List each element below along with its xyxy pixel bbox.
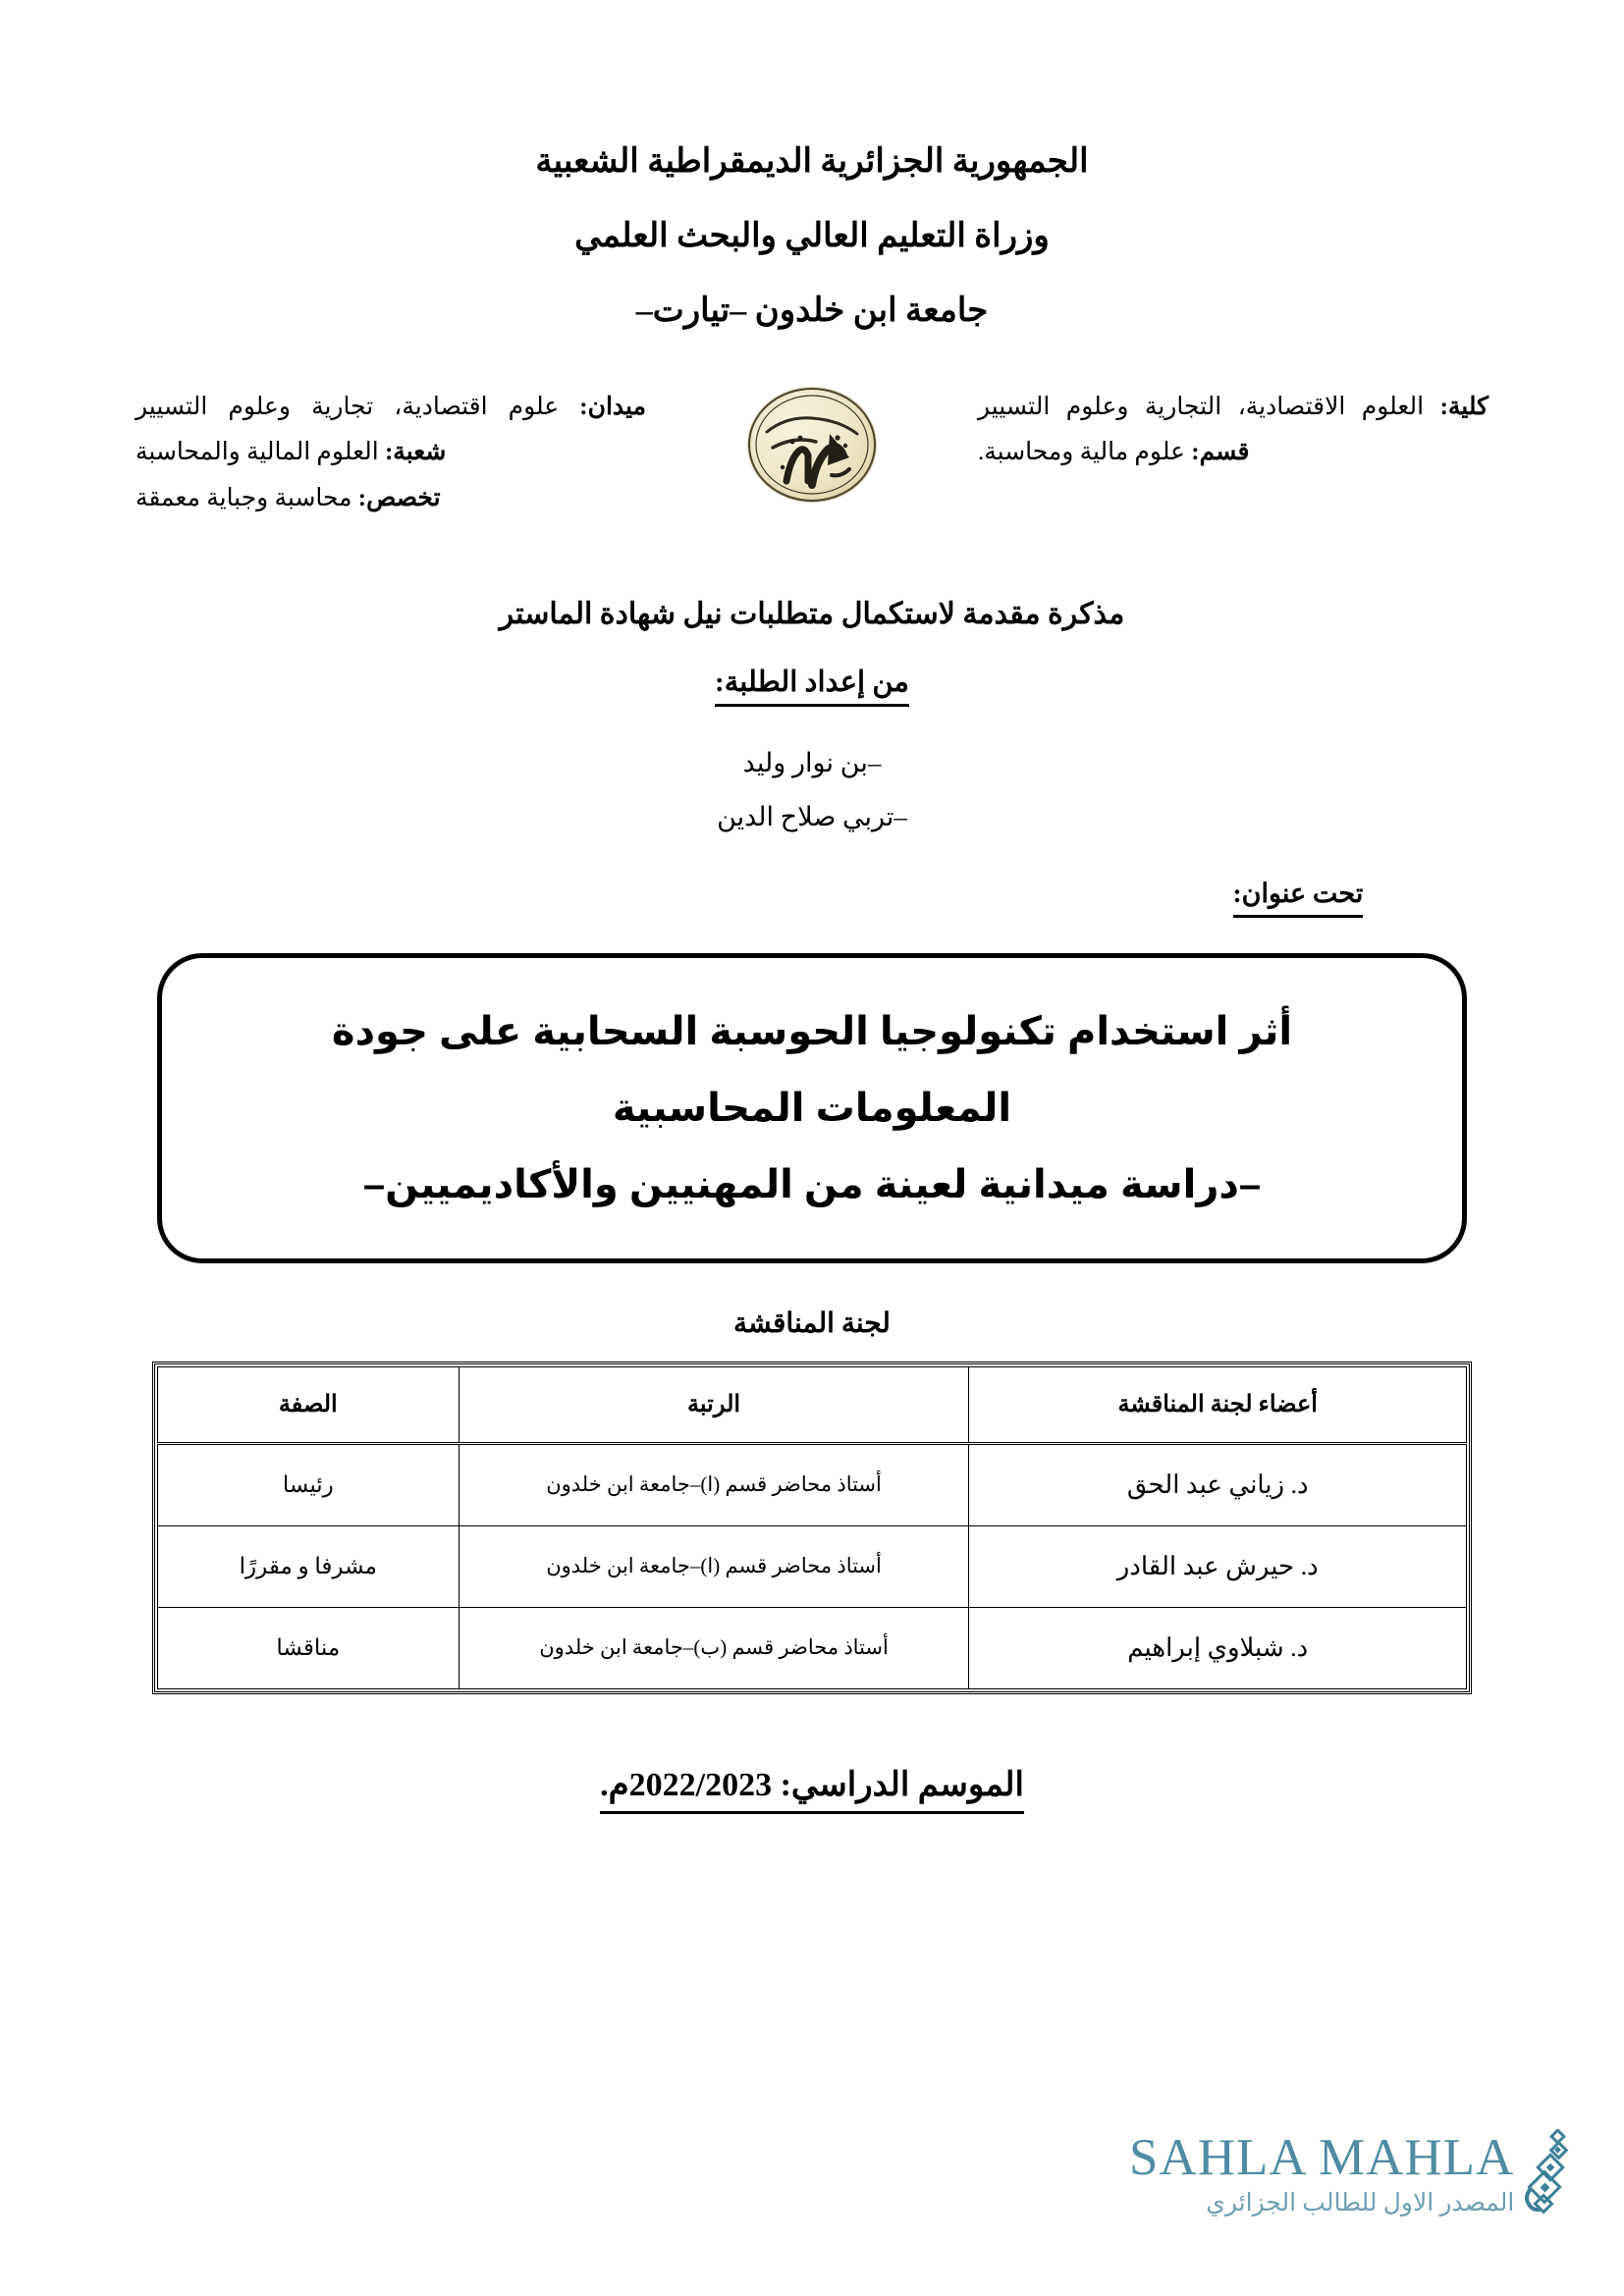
watermark-title: SAHLA MAHLA	[1129, 2128, 1515, 2186]
document-header	[0, 0, 1624, 328]
faculty-label: كلية:	[1439, 394, 1489, 420]
branch-row	[135, 430, 646, 475]
member-name: د. حيرش عبد القادر	[969, 1525, 1467, 1607]
thesis-title-line: أثر استخدام تكنولوجيا الحوسبة السحابية على جودة	[331, 1009, 1293, 1053]
committee-heading: لجنة المناقشة	[733, 1308, 891, 1339]
department-row	[978, 430, 1489, 475]
specialty-value: محاسبة وجباية معمقة	[135, 484, 352, 511]
member-rank: أستاذ محاضر قسم (ا)–جامعة ابن خلدون	[459, 1525, 969, 1607]
committee-table-wrapper	[152, 1362, 1472, 1694]
academic-year: الموسم الدراسي: 2022/2023م.	[600, 1765, 1024, 1814]
table-row	[158, 1525, 1467, 1607]
member-name: د. شبلاوي إبراهيم	[969, 1607, 1467, 1688]
member-role: مشرفا و مقررًا	[158, 1525, 460, 1607]
sahla-mahla-logo-icon	[1520, 2129, 1577, 2219]
university-seal-icon	[747, 387, 877, 503]
student-list	[0, 736, 1624, 845]
specialty-row	[135, 476, 646, 521]
thesis-subtitle-line: –دراسة ميدانية لعينة من المهنيين والأكاديميين–	[362, 1162, 1262, 1206]
under-title-section	[0, 879, 1624, 918]
branch-value: العلوم المالية والمحاسبة	[135, 439, 379, 466]
specialty-label: تخصص:	[357, 484, 441, 511]
prepared-by-section	[0, 665, 1624, 707]
department-value: علوم مالية ومحاسبة.	[978, 439, 1186, 466]
watermark-text	[1129, 2128, 1515, 2217]
table-row	[158, 1443, 1467, 1525]
watermark-subtitle: المصدر الاول للطالب الجزائري	[1206, 2189, 1515, 2216]
faculty-value: العلوم الاقتصادية، التجارية وعلوم التسيير	[978, 394, 1425, 420]
faculty-row	[978, 385, 1489, 430]
table-header-row	[158, 1366, 1467, 1443]
member-role: مناقشا	[158, 1607, 460, 1688]
member-name: د. زياني عبد الحق	[969, 1443, 1467, 1525]
thesis-title-box	[157, 953, 1467, 1263]
sahla-mahla-watermark	[1129, 2101, 1591, 2248]
column-header-members: أعضاء لجنة المناقشة	[969, 1366, 1467, 1443]
column-header-role: الصفة	[158, 1366, 460, 1443]
student-name: –بن نوار وليد	[742, 748, 882, 777]
academic-year-section	[0, 1765, 1624, 1814]
faculty-info-right	[978, 385, 1489, 476]
under-title-label: تحت عنوان:	[1233, 879, 1364, 918]
prepared-by-label: من إعداد الطلبة:	[715, 665, 909, 707]
university-title: جامعة ابن خلدون –تيارت–	[635, 293, 989, 329]
submission-statement: مذكرة مقدمة لاستكمال متطلبات نيل شهادة الماستر	[499, 598, 1125, 630]
department-label: قسم:	[1191, 439, 1250, 466]
branch-label: شعبة:	[384, 439, 447, 466]
field-value: علوم اقتصادية، تجارية وعلوم التسيير	[135, 394, 560, 420]
member-rank: أستاذ محاضر قسم (ا)–جامعة ابن خلدون	[459, 1443, 969, 1525]
faculty-info-band	[0, 385, 1624, 571]
table-row	[158, 1607, 1467, 1688]
faculty-info-left	[135, 385, 646, 521]
member-role: رئيسا	[158, 1443, 460, 1525]
student-name: –تربي صلاح الدين	[717, 802, 907, 832]
ministry-title: وزراة التعليم العالي والبحث العلمي	[574, 218, 1050, 254]
member-rank: أستاذ محاضر قسم (ب)–جامعة ابن خلدون	[459, 1607, 969, 1688]
field-label: ميدان:	[579, 394, 646, 420]
country-title: الجمهورية الجزائرية الديمقراطية الشعبية	[535, 143, 1089, 180]
thesis-title-line: المعلومات المحاسبية	[612, 1086, 1012, 1130]
field-row	[135, 385, 646, 430]
column-header-rank: الرتبة	[459, 1366, 969, 1443]
committee-table	[157, 1366, 1467, 1689]
